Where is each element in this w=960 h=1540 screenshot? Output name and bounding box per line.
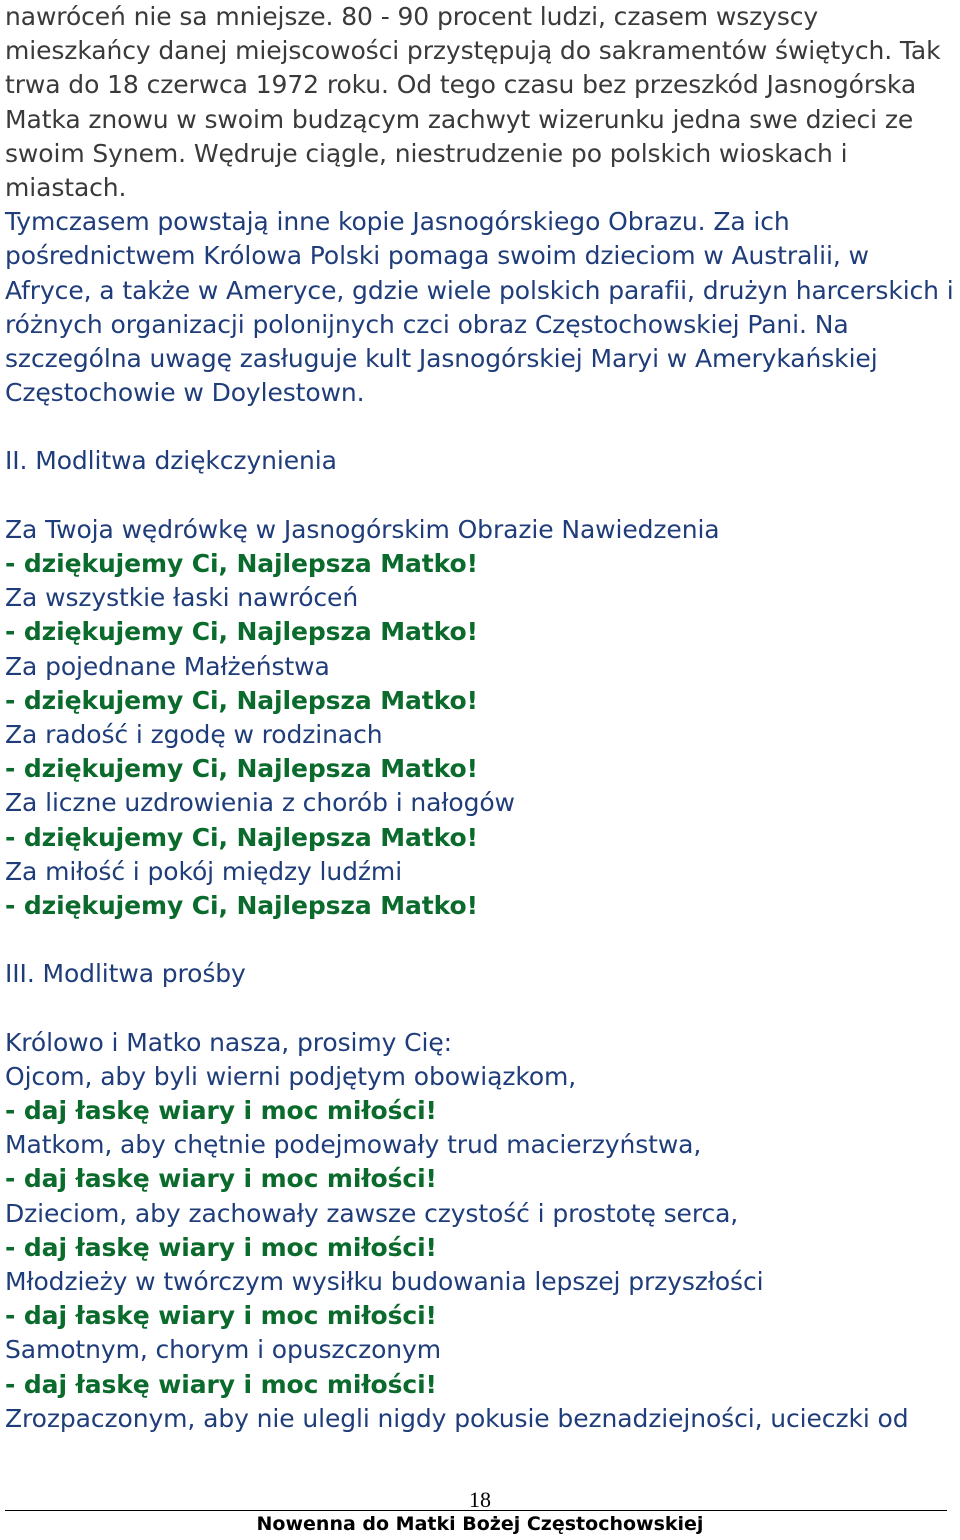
petition-response: - daj łaskę wiary i moc miłości! bbox=[5, 1301, 437, 1331]
paragraph-line: miastach. bbox=[5, 172, 127, 202]
paragraph-line: trwa do 18 czerwca 1972 roku. Od tego czasu bez przeszkód Jasnogórska bbox=[5, 70, 917, 100]
prayer-response: - dziękujemy Ci, Najlepsza Matko! bbox=[5, 549, 478, 578]
petition-invocation: Młodzieży w twórczym wysiłku budowania lepszej przyszłości bbox=[5, 1266, 764, 1296]
document-body bbox=[5, 0, 960, 1436]
prayer-response: - dziękujemy Ci, Najlepsza Matko! bbox=[5, 617, 478, 647]
footer-title: Nowenna do Matki Bożej Częstochowskiej bbox=[256, 1513, 704, 1535]
petition-response: - daj łaskę wiary i moc miłości! bbox=[5, 1096, 437, 1125]
footer-divider bbox=[5, 1510, 947, 1511]
petition-response: - daj łaskę wiary i moc miłości! bbox=[5, 1164, 437, 1194]
spacer bbox=[5, 991, 960, 1025]
paragraph-line: mieszkańcy danej miejscowości przystępują do sakramentów świętych. Tak bbox=[5, 36, 941, 66]
petition-invocation: Dzieciom, aby zachowały zawsze czystość i prostotę serca, bbox=[5, 1198, 739, 1228]
paragraph-line: Matka znowu w swoim budzącym zachwyt wizerunku jedna swe dzieci ze bbox=[5, 104, 914, 134]
section-heading-petition: III. Modlitwa prośby bbox=[5, 959, 246, 989]
petition-invocation: Ojcom, aby byli wierni podjętym obowiązkom, bbox=[5, 1061, 577, 1091]
petition-invocation: Zrozpaczonym, aby nie ulegli nigdy pokusie beznadziejności, ucieczki od bbox=[5, 1403, 909, 1433]
petition-invocation: Matkom, aby chętnie podejmowały trud macierzyństwa, bbox=[5, 1130, 702, 1160]
prayer-response: - dziękujemy Ci, Najlepsza Matko! bbox=[5, 685, 478, 715]
prayer-invocation: Za liczne uzdrowienia z chorób i nałogów bbox=[5, 788, 515, 818]
petition-response: - daj łaskę wiary i moc miłości! bbox=[5, 1369, 437, 1399]
petition-invocation: Samotnym, chorym i opuszczonym bbox=[5, 1335, 441, 1365]
prayer-response: - dziękujemy Ci, Najlepsza Matko! bbox=[5, 890, 478, 920]
prayer-invocation: Za wszystkie łaski nawróceń bbox=[5, 583, 359, 613]
prayer-invocation: Za miłość i pokój między ludźmi bbox=[5, 856, 403, 886]
prayer-invocation: Za Twoja wędrówkę w Jasnogórskim Obrazie Nawiedzenia bbox=[5, 514, 720, 544]
section-heading-thanksgiving: II. Modlitwa dziękczynienia bbox=[5, 446, 337, 476]
paragraph-line: Częstochowie w Doylestown. bbox=[5, 378, 365, 408]
petition-intro: Królowo i Matko nasza, prosimy Cię: bbox=[5, 1027, 452, 1057]
paragraph-line: swoim Synem. Wędruje ciągle, niestrudzenie po polskich wioskach i bbox=[5, 138, 848, 168]
page-number: 18 bbox=[469, 1487, 491, 1512]
paragraph-line: Afryce, a także w Ameryce, gdzie wiele polskich parafii, drużyn harcerskich i bbox=[5, 275, 954, 305]
paragraph-line: szczególna uwagę zasługuje kult Jasnogórskiej Maryi w Amerykańskiej bbox=[5, 343, 878, 373]
spacer bbox=[5, 479, 960, 513]
paragraph-line: Tymczasem powstają inne kopie Jasnogórskiego Obrazu. Za ich bbox=[5, 207, 790, 237]
paragraph-line: nawróceń nie sa mniejsze. 80 - 90 procent ludzi, czasem wszyscy bbox=[5, 2, 819, 31]
prayer-response: - dziękujemy Ci, Najlepsza Matko! bbox=[5, 754, 478, 784]
prayer-invocation: Za radość i zgodę w rodzinach bbox=[5, 719, 383, 749]
paragraph-line: różnych organizacji polonijnych czci obraz Częstochowskiej Pani. Na bbox=[5, 309, 849, 339]
spacer bbox=[5, 410, 960, 444]
prayer-invocation: Za pojednane Małżeństwa bbox=[5, 651, 330, 681]
petition-response: - daj łaskę wiary i moc miłości! bbox=[5, 1232, 437, 1262]
spacer bbox=[5, 923, 960, 957]
prayer-response: - dziękujemy Ci, Najlepsza Matko! bbox=[5, 822, 478, 852]
paragraph-line: pośrednictwem Królowa Polski pomaga swoim dzieciom w Australii, w bbox=[5, 241, 869, 271]
